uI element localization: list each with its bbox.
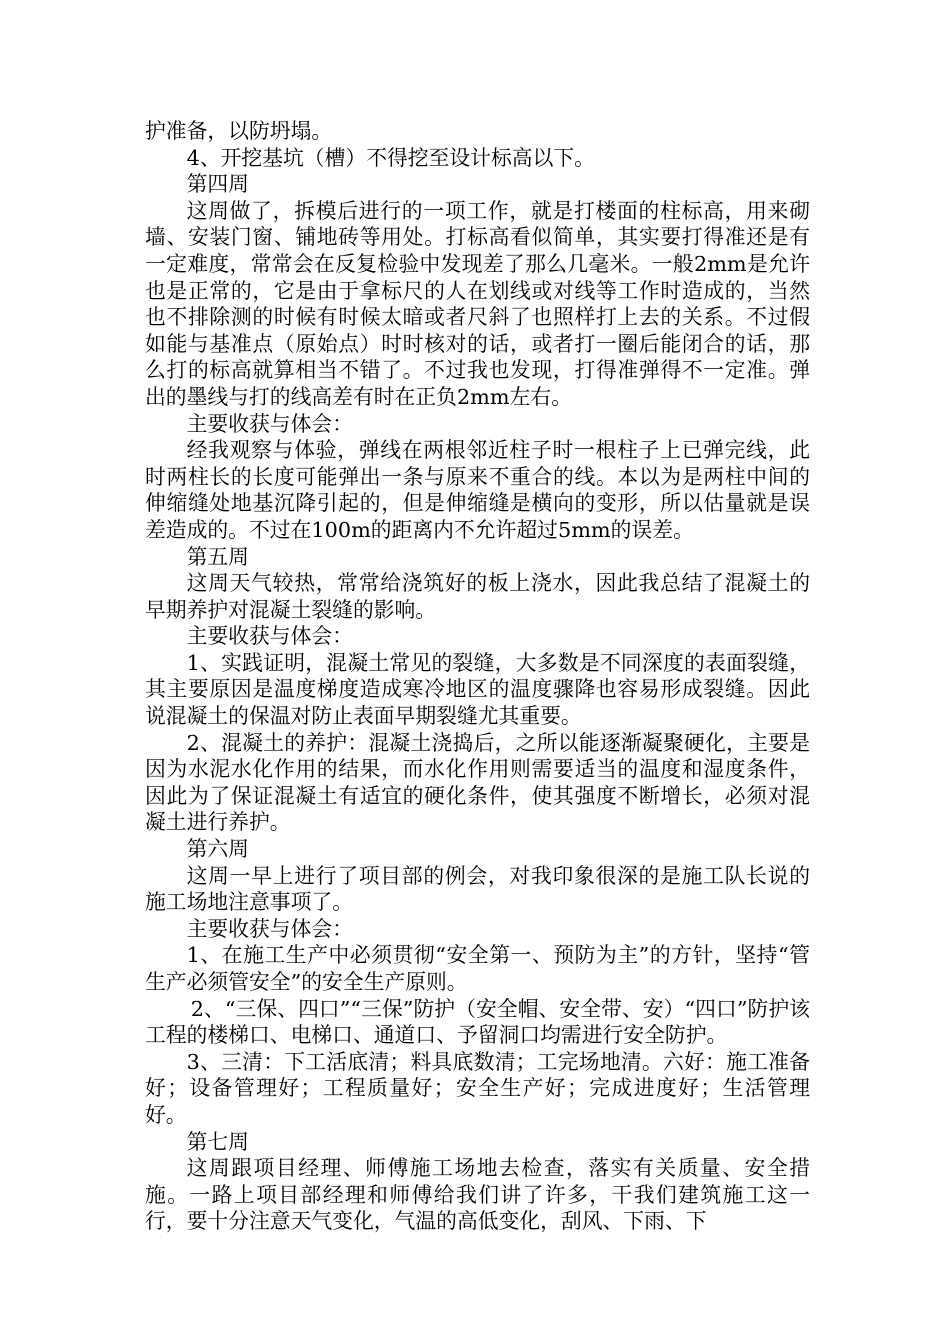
paragraph-week-6-point-2: 2、“三保、四口”“三保”防护（安全帽、安全带、安）“四口”防护该工程的楼梯口、电梯口、通道口、予留洞口均需进行安全防护。 bbox=[145, 996, 810, 1048]
heading-week-7: 第七周 bbox=[186, 1129, 249, 1154]
heading-week-4: 第四周 bbox=[186, 172, 249, 197]
heading-gains-week-5: 主要收获与体会： bbox=[186, 624, 353, 649]
paragraph-week-7-body: 这周跟项目经理、师傅施工场地去检查，落实有关质量、安全措施。一路上项目部经理和师傅给我们讲了许多，干我们建筑施工这一行，要十分注意天气变化，气温的高低变化，刮风、下雨、下 bbox=[145, 1156, 810, 1234]
heading-gains-week-4: 主要收获与体会： bbox=[186, 411, 353, 436]
heading-week-6: 第六周 bbox=[186, 837, 249, 862]
heading-week-5: 第五周 bbox=[186, 544, 249, 569]
paragraph-week-6-body: 这周一早上进行了项目部的例会，对我印象很深的是施工队长说的施工场地注意事项了。 bbox=[145, 863, 810, 915]
paragraph-week-5-point-1: 1、实践证明，混凝土常见的裂缝，大多数是不同深度的表面裂缝，其主要原因是温度梯度造成寒冷地区的温度骤降也容易形成裂缝。因此说混凝土的保温对防止表面早期裂缝尤其重要。 bbox=[145, 650, 810, 729]
paragraph-week-6-point-3: 3、三清：下工活底清；料具底数清；工完场地清。六好：施工准备好；设备管理好；工程质量好；安全生产好；完成进度好；生活管理好。 bbox=[145, 1049, 810, 1127]
heading-gains-week-6: 主要收获与体会： bbox=[186, 916, 353, 941]
paragraph-item-4: 4、开挖基坑（槽）不得挖至设计标高以下。 bbox=[186, 145, 595, 170]
document-page bbox=[145, 118, 810, 1235]
paragraph-week-5-body: 这周天气较热，常常给浇筑好的板上浇水，因此我总结了混凝土的早期养护对混凝土裂缝的影响。 bbox=[145, 571, 810, 622]
paragraph-week-5-point-2: 2、混凝土的养护：混凝土浇捣后，之所以能逐渐凝聚硬化，主要是因为水泥水化作用的结果，而水化作用则需要适当的温度和湿度条件，因此为了保证混凝土有适宜的硬化条件，使其强度不断增长，必须对混凝土进行养护。 bbox=[145, 730, 810, 835]
paragraph-week-6-point-1: 1、在施工生产中必须贯彻“安全第一、预防为主”的方针，坚持“管生产必须管安全”的安全生产原则。 bbox=[145, 943, 810, 994]
paragraph-week-4-body: 这周做了，拆模后进行的一项工作，就是打楼面的柱标高，用来砌墙、安装门窗、铺地砖等用处。打标高看似简单，其实要打得准还是有一定难度，常常会在反复检验中发现差了那么几毫米。一般2mm是允许也是正常的，它是由于拿标尺的人在划线或对线等工作时造成的，当然也不排除测的时候有时候太暗或者尺斜了也照样打上去的关系。不过假如能与基准点（原始点）时时核对的话，或者打一圈后能闭合的话，那么打的标高就算相当不错了。不过我也发现，打得准弹得不一定准。弹出的墨线与打的线高差有时在正负2mm左右。 bbox=[145, 198, 810, 409]
paragraph-week-4-gains: 经我观察与体验，弹线在两根邻近柱子时一根柱子上已弹完线，此时两柱长的长度可能弹出一条与原来不重合的线。本以为是两柱中间的伸缩缝处地基沉降引起的，但是伸缩缝是横向的变形，所以估量就是误差造成的。不过在100m的距离内不允许超过5mm的误差。 bbox=[145, 438, 810, 542]
paragraph-continuation: 护准备，以防坍塌。 bbox=[145, 119, 333, 143]
